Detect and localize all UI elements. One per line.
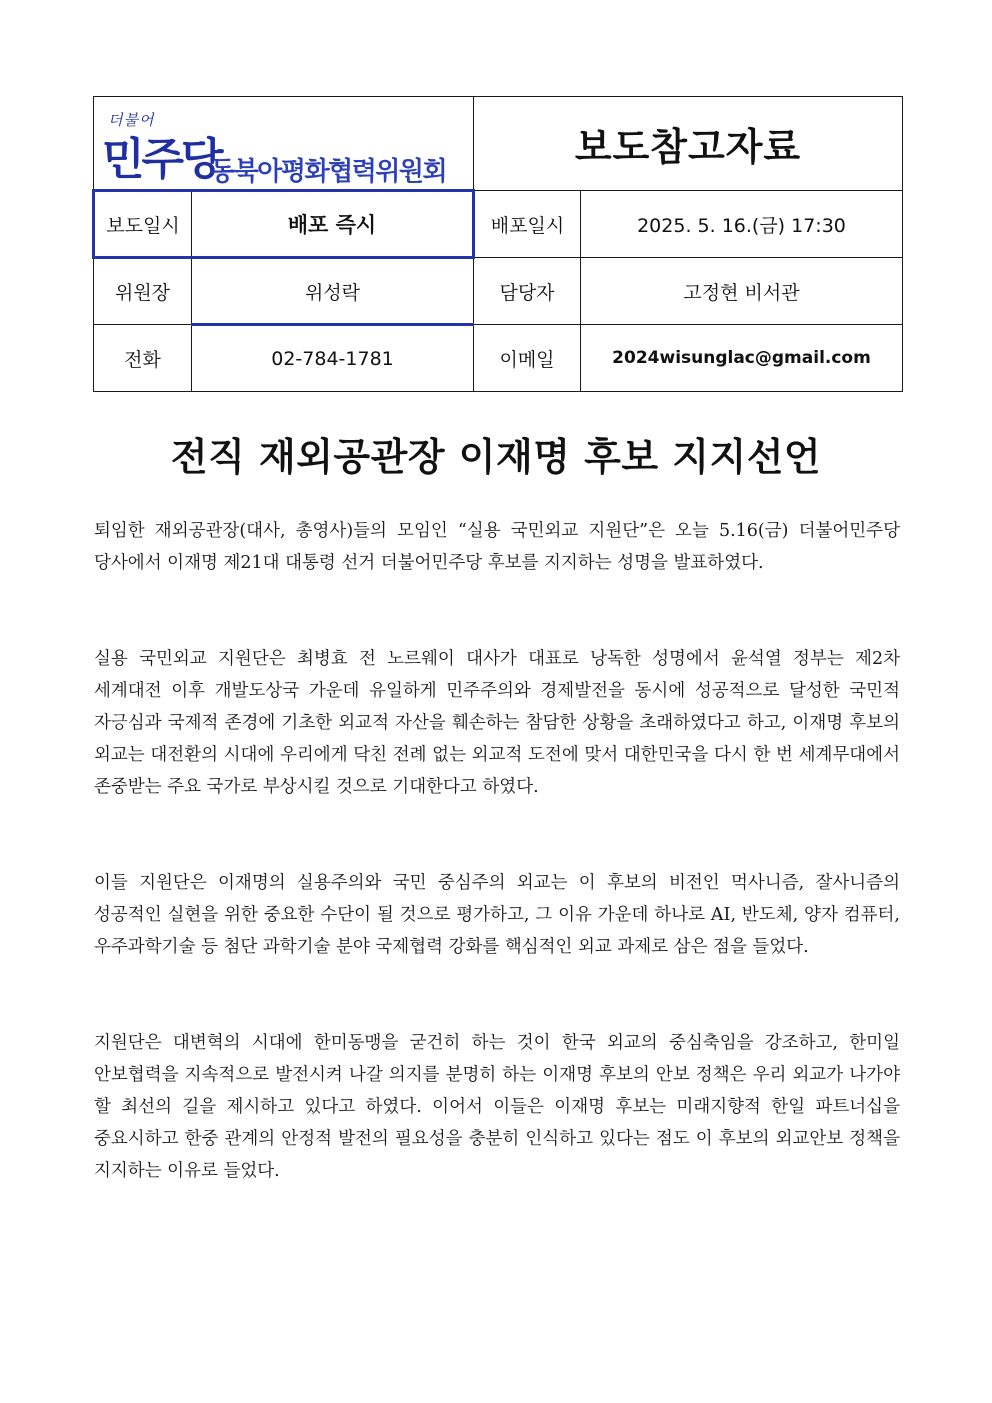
paragraph-4: 지원단은 대변혁의 시대에 한미동맹을 굳건히 하는 것이 한국 외교의 중심축임을 강조하고, 한미일 안보협력을 지속적으로 발전시켜 나갈 의지를 분명히 하는 이재명 후보의 안보 정책은 우리 외교가 나가야 할 최선의 길을 제시하고 있다고 하였다. 이어서 이들은 이재명 후보는 미래지향적 한일 파트너십을 중요시하고 한중 관계의 안정적 발전의 필요성을 충분히 인식하고 있다는 점도 이 후보의 외교안보 정책을 지지하는 이유로 들었다.: [94, 1033, 900, 1181]
contact-value: 고정현 비서관: [581, 258, 903, 325]
email-label: 이메일: [474, 325, 581, 392]
logo-small-text: 더불어: [108, 111, 155, 129]
distribution-date: 2025. 5. 16.(금) 17:30: [581, 191, 903, 258]
press-header-table: [92, 96, 903, 392]
release-value: 배포 즉시: [192, 191, 474, 258]
chair-label: 위원장: [94, 258, 192, 325]
logo-committee-name: 동북아평화협력위원회: [210, 157, 447, 187]
paragraph-3: 이들 지원단은 이재명의 실용주의와 국민 중심주의 외교는 이 후보의 비전인 먹사니즘, 잘사니즘의 성공적인 실현을 위한 중요한 수단이 될 것으로 평가하고, 그 이유 가운데 하나로 AI, 반도체, 양자 컴퓨터, 우주과학기술 등 첨단 과학기술 분야 국제협력 강화를 핵심적인 외교 과제로 삼은 점을 들었다.: [94, 873, 900, 957]
release-label: 보도일시: [94, 191, 192, 258]
distribution-label: 배포일시: [474, 191, 581, 258]
logo-cell: [94, 97, 474, 191]
paragraph-2: 실용 국민외교 지원단은 최병효 전 노르웨이 대사가 대표로 낭독한 성명에서 윤석열 정부는 제2차 세계대전 이후 개발도상국 가운데 유일하게 민주주의와 경제발전을 동시에 성공적으로 달성한 국민적 자긍심과 국제적 존경에 기초한 외교적 자산을 훼손하는 참담한 상황을 초래하였다고 하고, 이재명 후보의 외교는 대전환의 시대에 우리에게 닥친 전례 없는 외교적 도전에 맞서 대한민국을 다시 한 번 세계무대에서 존중받는 주요 국가로 부상시킬 것으로 기대한다고 하였다.: [94, 649, 900, 797]
email-value: 2024wisunglac@gmail.com: [581, 325, 903, 392]
paragraph-1: 퇴임한 재외공관장(대사, 총영사)들의 모임인 “실용 국민외교 지원단”은 오늘 5.16(금) 더불어민주당 당사에서 이재명 제21대 대통령 선거 더불어민주당 후보를 지지하는 성명을 발표하였다.: [94, 521, 900, 573]
phone-value: 02-784-1781: [192, 325, 474, 392]
contact-label: 담당자: [474, 258, 581, 325]
chair-value: 위성락: [192, 258, 474, 325]
doc-type-title: 보도참고자료: [474, 97, 903, 191]
document-title: 전직 재외공관장 이재명 후보 지지선언: [170, 435, 822, 479]
logo-party-name: 민주당: [102, 134, 221, 185]
party-logo: [100, 107, 472, 187]
phone-label: 전화: [94, 325, 192, 392]
